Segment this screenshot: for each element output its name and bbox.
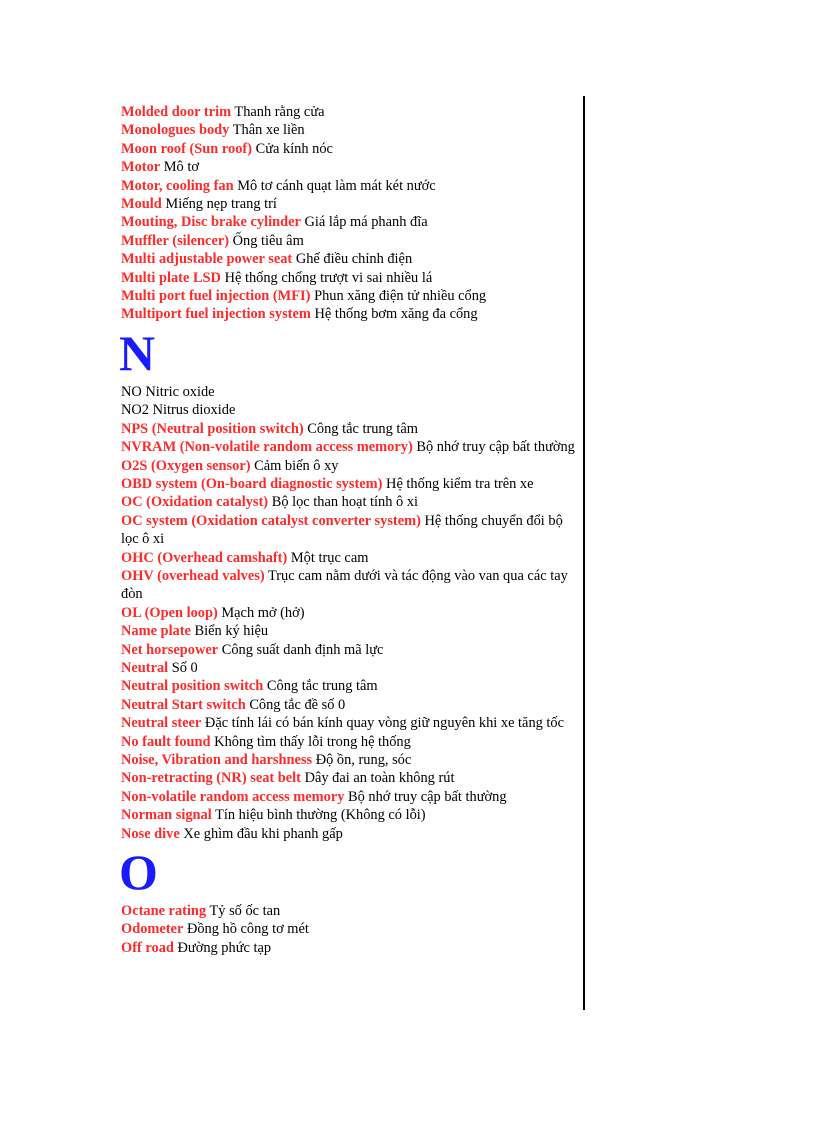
glossary-term: OBD system (On-board diagnostic system): [121, 475, 383, 492]
glossary-definition: Hệ thống kiểm tra trên xe: [386, 475, 534, 492]
glossary-definition: Độ ồn, rung, sóc: [315, 752, 412, 768]
glossary-entry: [121, 250, 576, 268]
glossary-definition: Biển ký hiệu: [194, 623, 269, 640]
glossary-definition: Trục cam nằm dưới và tác động vào van qua các tay đòn: [121, 567, 568, 603]
glossary-term: Neutral Start switch: [121, 696, 246, 713]
glossary-definition: Bộ nhớ truy cập bất thường: [348, 788, 507, 805]
glossary-definition: Dây đai an toàn không rút: [304, 770, 455, 787]
glossary-entry: [121, 677, 576, 695]
glossary-term: OHV (overhead valves): [121, 567, 265, 584]
glossary-entry: [121, 567, 576, 604]
glossary-definition: Bộ lọc than hoạt tính ô xi: [271, 494, 419, 511]
section-letter-o: O: [119, 844, 158, 901]
glossary-entry: [121, 438, 576, 456]
glossary-definition: Một trục cam: [290, 549, 369, 566]
glossary-definition: Hệ thống chuyển đổi bộ lọc ô xi: [121, 512, 563, 548]
glossary-term: Neutral: [121, 659, 169, 676]
glossary-entry: [121, 659, 576, 677]
glossary-entry: [121, 751, 576, 769]
glossary-entry: [121, 103, 576, 121]
glossary-term: Non-volatile random access memory: [121, 788, 345, 805]
glossary-entry: [121, 177, 576, 195]
glossary-entry: [121, 420, 576, 438]
glossary-entry: [121, 269, 576, 287]
glossary-term: OC (Oxidation catalyst): [121, 494, 269, 511]
glossary-definition: Đường phức tạp: [177, 939, 272, 956]
glossary-entry: [121, 825, 576, 843]
glossary-entry: [121, 733, 576, 751]
glossary-term: O2S (Oxygen sensor): [121, 457, 251, 474]
glossary-entry: [121, 512, 576, 549]
glossary-entry: [121, 383, 576, 401]
glossary-term: Net horsepower: [121, 641, 219, 658]
glossary-definition: Miếng nẹp trang trí: [165, 196, 277, 213]
glossary-definition: Số 0: [171, 659, 198, 676]
glossary-definition: Ghế điều chỉnh điện: [295, 251, 413, 268]
glossary-definition: Hệ thống bơm xăng đa cổng: [314, 306, 478, 323]
glossary-definition: Nitrus dioxide: [152, 402, 236, 419]
glossary-definition: Nitric oxide: [145, 383, 215, 400]
glossary-entry: [121, 121, 576, 139]
glossary-definition: Xe ghìm đầu khi phanh gấp: [183, 825, 343, 842]
glossary-entry: [121, 140, 576, 158]
glossary-term: Off road: [121, 939, 174, 956]
glossary-term: Non-retracting (NR) seat belt: [121, 770, 301, 787]
glossary-term: OL (Open loop): [121, 604, 218, 621]
glossary-definition: Mô tơ cánh quạt làm mát két nước: [237, 177, 436, 194]
glossary-term: Norman signal: [121, 807, 212, 824]
section-letter-n: N: [119, 324, 156, 381]
glossary-term: Muffler (silencer): [121, 232, 230, 249]
glossary-entry: [121, 493, 576, 511]
glossary-entry: [121, 788, 576, 806]
glossary-term: Noise, Vibration and harshness: [121, 752, 313, 768]
glossary-definition: Tín hiệu bình thường (Không có lỗi): [215, 807, 426, 824]
glossary-definition: Mạch mở (hở): [221, 604, 305, 621]
glossary-term: No fault found: [121, 733, 211, 750]
vertical-rule: [583, 96, 585, 1010]
glossary-term: Motor: [121, 159, 161, 176]
glossary-term: OC system (Oxidation catalyst converter system): [121, 512, 421, 529]
glossary-definition: Ống tiêu âm: [232, 232, 304, 249]
glossary-definition: Bộ nhớ truy cập bất thường: [416, 439, 575, 456]
glossary-definition: Đồng hồ công tơ mét: [186, 921, 309, 938]
glossary-term: Multi adjustable power seat: [121, 251, 293, 268]
glossary-entry: [121, 401, 576, 419]
glossary-entry: [121, 457, 576, 475]
glossary-term: Molded door trim: [121, 104, 232, 120]
glossary-entry: [121, 622, 576, 640]
glossary-term: NVRAM (Non-volatile random access memory): [121, 439, 413, 456]
glossary-definition: Công tắc trung tâm: [307, 420, 419, 437]
glossary-column: [121, 103, 576, 957]
glossary-term: Nose dive: [121, 825, 180, 842]
glossary-term: Mouting, Disc brake cylinder: [121, 214, 301, 231]
glossary-definition: Đặc tính lái có bán kính quay vòng giữ nguyên khi xe tăng tốc: [204, 715, 565, 732]
glossary-term: Neutral position switch: [121, 678, 264, 695]
glossary-entry: [121, 195, 576, 213]
glossary-definition: Cảm biến ô xy: [254, 457, 339, 474]
glossary-definition: Thanh rằng cửa: [234, 104, 325, 120]
glossary-definition: Không tìm thấy lỗi trong hệ thống: [214, 733, 411, 750]
glossary-entry: [121, 769, 576, 787]
glossary-term: Multiport fuel injection system: [121, 306, 311, 323]
glossary-entry: [121, 696, 576, 714]
glossary-entry: [121, 714, 576, 732]
glossary-term: NO2: [121, 402, 149, 419]
glossary-term: OHC (Overhead camshaft): [121, 549, 288, 566]
glossary-term: Neutral steer: [121, 715, 202, 732]
glossary-entry: [121, 806, 576, 824]
glossary-definition: Công tắc trung tâm: [266, 678, 378, 695]
glossary-term: Multi port fuel injection (MFI): [121, 288, 311, 305]
glossary-term: Moon roof (Sun roof): [121, 140, 252, 157]
glossary-term: Mould: [121, 196, 162, 213]
glossary-definition: Giá lắp má phanh đĩa: [304, 214, 428, 231]
glossary-entry: [121, 475, 576, 493]
glossary-term: Multi plate LSD: [121, 269, 221, 286]
glossary-term: Monologues body: [121, 122, 230, 139]
glossary-entry: [121, 232, 576, 250]
glossary-term: Name plate: [121, 623, 191, 640]
glossary-definition: Thân xe liền: [232, 122, 305, 139]
glossary-entry: [121, 549, 576, 567]
glossary-definition: Mô tơ: [163, 159, 199, 176]
glossary-entry: [121, 305, 576, 323]
glossary-entry: [121, 902, 576, 920]
glossary-term: Octane rating: [121, 903, 207, 920]
glossary-definition: Tỷ số ốc tan: [209, 903, 281, 920]
glossary-term: NPS (Neutral position switch): [121, 420, 304, 437]
glossary-entry: [121, 158, 576, 176]
glossary-entry: [121, 939, 576, 957]
glossary-definition: Công tắc đề số 0: [249, 696, 346, 713]
glossary-definition: Cửa kính nóc: [255, 140, 333, 157]
glossary-term: Motor, cooling fan: [121, 177, 234, 194]
glossary-term: Odometer: [121, 921, 184, 938]
glossary-entry: [121, 287, 576, 305]
glossary-entry: [121, 213, 576, 231]
glossary-definition: Hệ thống chống trượt vi sai nhiều lá: [224, 269, 433, 286]
glossary-entry: [121, 641, 576, 659]
glossary-entry: [121, 604, 576, 622]
glossary-entry: [121, 920, 576, 938]
glossary-term: NO: [121, 383, 142, 400]
glossary-definition: Công suất danh định mã lực: [221, 641, 384, 658]
glossary-definition: Phun xăng điện tử nhiều cổng: [314, 288, 487, 305]
